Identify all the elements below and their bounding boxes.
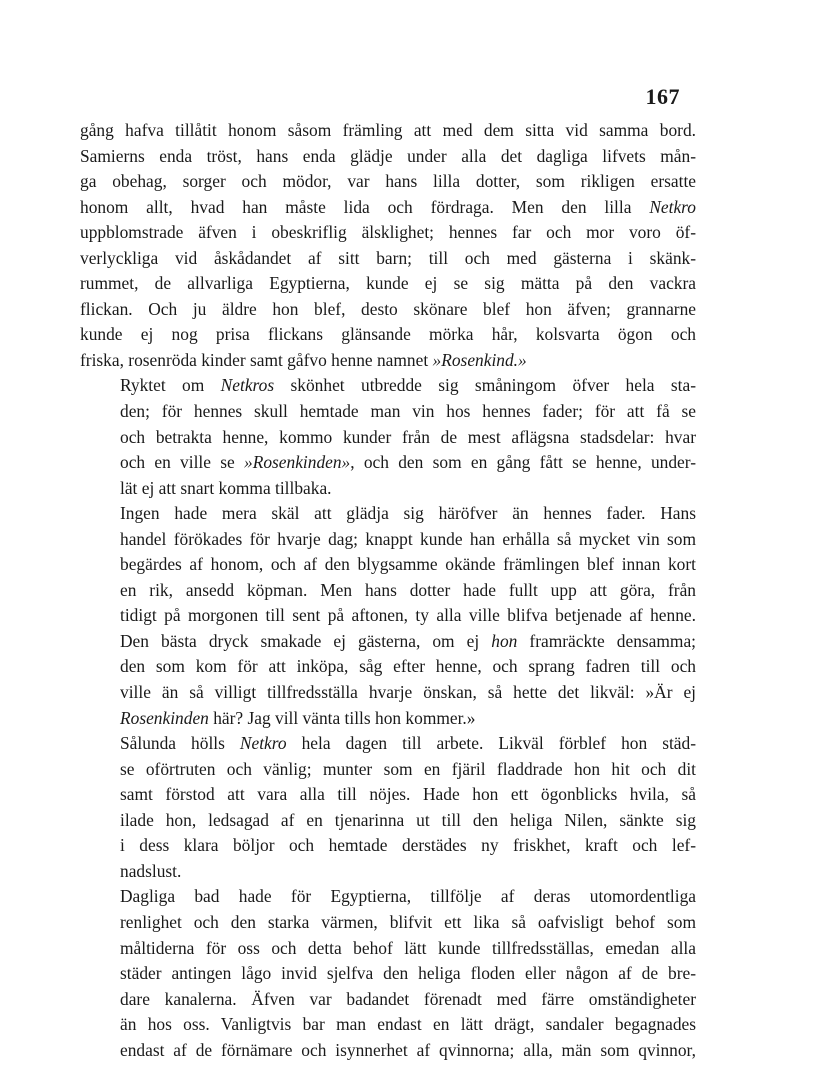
text-run: den som kom för att inköpa, såg efter henne, och sprang fadren till och (120, 656, 696, 677)
italic-name: »Rosenkinden» (244, 452, 351, 473)
text-run: Ingen hade mera skäl att glädja sig häröfver än hennes fader. Hans (120, 503, 696, 524)
text-run: rummet, de allvarliga Egyptierna, kunde ej se sig mätta på den vackra (80, 273, 696, 294)
text-run: hela dagen till arbete. Likväl förblef hon städ- (286, 733, 697, 754)
text-line (80, 987, 696, 1013)
text-line (80, 578, 696, 604)
text-run: den; för hennes skull hemtade man vin hos hennes fader; för att få se (120, 401, 696, 422)
italic-name: Netkro (239, 733, 287, 754)
text-line (80, 476, 696, 502)
text-run: än hos oss. Vanligtvis bar man endast en lätt drägt, sandaler begagnades (120, 1014, 696, 1035)
text-line (80, 1012, 696, 1038)
text-run: samt förstod att vara alla till nöjes. Hade hon ett ögonblicks hvila, så (120, 784, 696, 805)
text-line (80, 144, 696, 170)
text-run: och betrakta henne, kommo kunder från de mest aflägsna stadsdelar: hvar (120, 426, 696, 447)
text-line (80, 680, 696, 706)
text-line (80, 169, 696, 195)
text-line (80, 731, 696, 757)
text-run: här? Jag vill vänta tills hon kommer.» (208, 707, 476, 728)
text-line (80, 936, 696, 962)
text-line (80, 884, 696, 910)
text-line (80, 220, 696, 246)
text-run: Sålunda hölls (120, 733, 240, 754)
text-line (80, 654, 696, 680)
text-line (80, 527, 696, 553)
text-run: en rik, ansedd köpman. Men hans dotter hade fullt upp att göra, från (120, 579, 696, 600)
text-line (80, 501, 696, 527)
text-run: lät ej att snart komma tillbaka. (120, 477, 332, 498)
text-run: uppblomstrade äfven i obeskriflig älsklighet; hennes far och mor voro öf- (80, 222, 696, 243)
text-line (80, 833, 696, 859)
paragraph (80, 731, 696, 884)
text-run: verlyckliga vid åskådandet af sitt barn; till och med gästerna i skänk- (80, 247, 696, 268)
page-number: 167 (645, 84, 680, 109)
text-run: Den bästa dryck smakade ej gästerna, om ej (120, 630, 492, 651)
text-line (80, 399, 696, 425)
text-run: nadslust. (120, 860, 182, 881)
paragraph (80, 118, 696, 373)
text-line (80, 603, 696, 629)
text-run: kunde ej nog prisa flickans glänsande mörka hår, kolsvarta ögon och (80, 324, 696, 345)
text-line (80, 961, 696, 987)
text-line (80, 450, 696, 476)
text-line (80, 373, 696, 399)
text-line (80, 118, 696, 144)
text-run: Samierns enda tröst, hans enda glädje under alla det dagliga lifvets mån- (80, 145, 696, 166)
text-run: måltiderna för oss och detta behof lätt kunde tillfredsställas, emedan alla (120, 937, 696, 958)
text-run: Ryktet om (120, 375, 221, 396)
text-line (80, 195, 696, 221)
text-run: och en ville se (120, 452, 244, 473)
text-run: ga obehag, sorger och mödor, var hans lilla dotter, som rikligen ersatte (80, 171, 696, 192)
text-run: friska, rosenröda kinder samt gåfvo henne namnet (80, 349, 433, 370)
paragraph (80, 373, 696, 501)
body-text (80, 118, 696, 1063)
text-line (80, 757, 696, 783)
text-run: , och den som en gång fått se henne, under- (350, 452, 696, 473)
text-run: ville än så villigt tillfredsställa hvarje önskan, så hette det likväl: »Är ej (120, 682, 696, 703)
text-line (80, 1038, 696, 1064)
text-run: tidigt på morgonen till sent på aftonen, ty alla ville blifva betjenade af henne. (120, 605, 696, 626)
text-line (80, 552, 696, 578)
text-run: skönhet utbredde sig småningom öfver hela sta- (274, 375, 696, 396)
italic-name: Netkro (649, 196, 696, 217)
text-line (80, 706, 696, 732)
text-run: begärdes af honom, och af den blygsamme okände främlingen blef innan kort (120, 554, 696, 575)
text-run: i dess klara böljor och hemtade derstädes ny friskhet, kraft och lef- (120, 835, 696, 856)
text-run: ilade hon, ledsagad af en tjenarinna ut till den heliga Nilen, sänkte sig (120, 809, 696, 830)
text-line (80, 322, 696, 348)
text-line (80, 629, 696, 655)
text-run: gång hafva tillåtit honom såsom främling att med dem sitta vid samma bord. (80, 120, 696, 140)
text-line (80, 271, 696, 297)
text-run: renlighet och den starka värmen, blifvit ett lika så oafvisligt behof som (120, 911, 696, 932)
text-line (80, 348, 696, 374)
italic-name: hon (491, 630, 518, 651)
text-run: handel förökades för hvarje dag; knappt kunde han erhålla så mycket vin som (120, 528, 696, 549)
text-line (80, 425, 696, 451)
italic-name: »Rosenkind.» (432, 349, 527, 370)
italic-name: Netkros (220, 375, 275, 396)
text-run: dare kanalerna. Äfven var badandet förenadt med färre omständigheter (120, 988, 696, 1009)
text-run: honom allt, hvad han måste lida och fördraga. Men den lilla (80, 196, 650, 217)
text-run: städer antingen lågo invid sjelfva den heliga floden eller någon af de bre- (120, 963, 696, 984)
text-line (80, 808, 696, 834)
text-run: se oförtruten och vänlig; munter som en fjäril fladdrade hon hit och dit (120, 758, 696, 779)
text-line (80, 910, 696, 936)
text-line (80, 297, 696, 323)
text-run: Dagliga bad hade för Egyptierna, tillfölje af deras utomordentliga (120, 886, 696, 907)
text-line (80, 246, 696, 272)
text-run: flickan. Och ju äldre hon blef, desto skönare blef hon äfven; grannarne (80, 298, 696, 319)
text-line (80, 859, 696, 885)
italic-name: Rosenkinden (120, 707, 209, 728)
text-run: framräckte densamma; (517, 630, 696, 651)
text-run: endast af de förnämare och isynnerhet af qvinnorna; alla, män som qvinnor, (120, 1039, 696, 1060)
text-line (80, 782, 696, 808)
paragraph (80, 884, 696, 1063)
paragraph (80, 501, 696, 731)
